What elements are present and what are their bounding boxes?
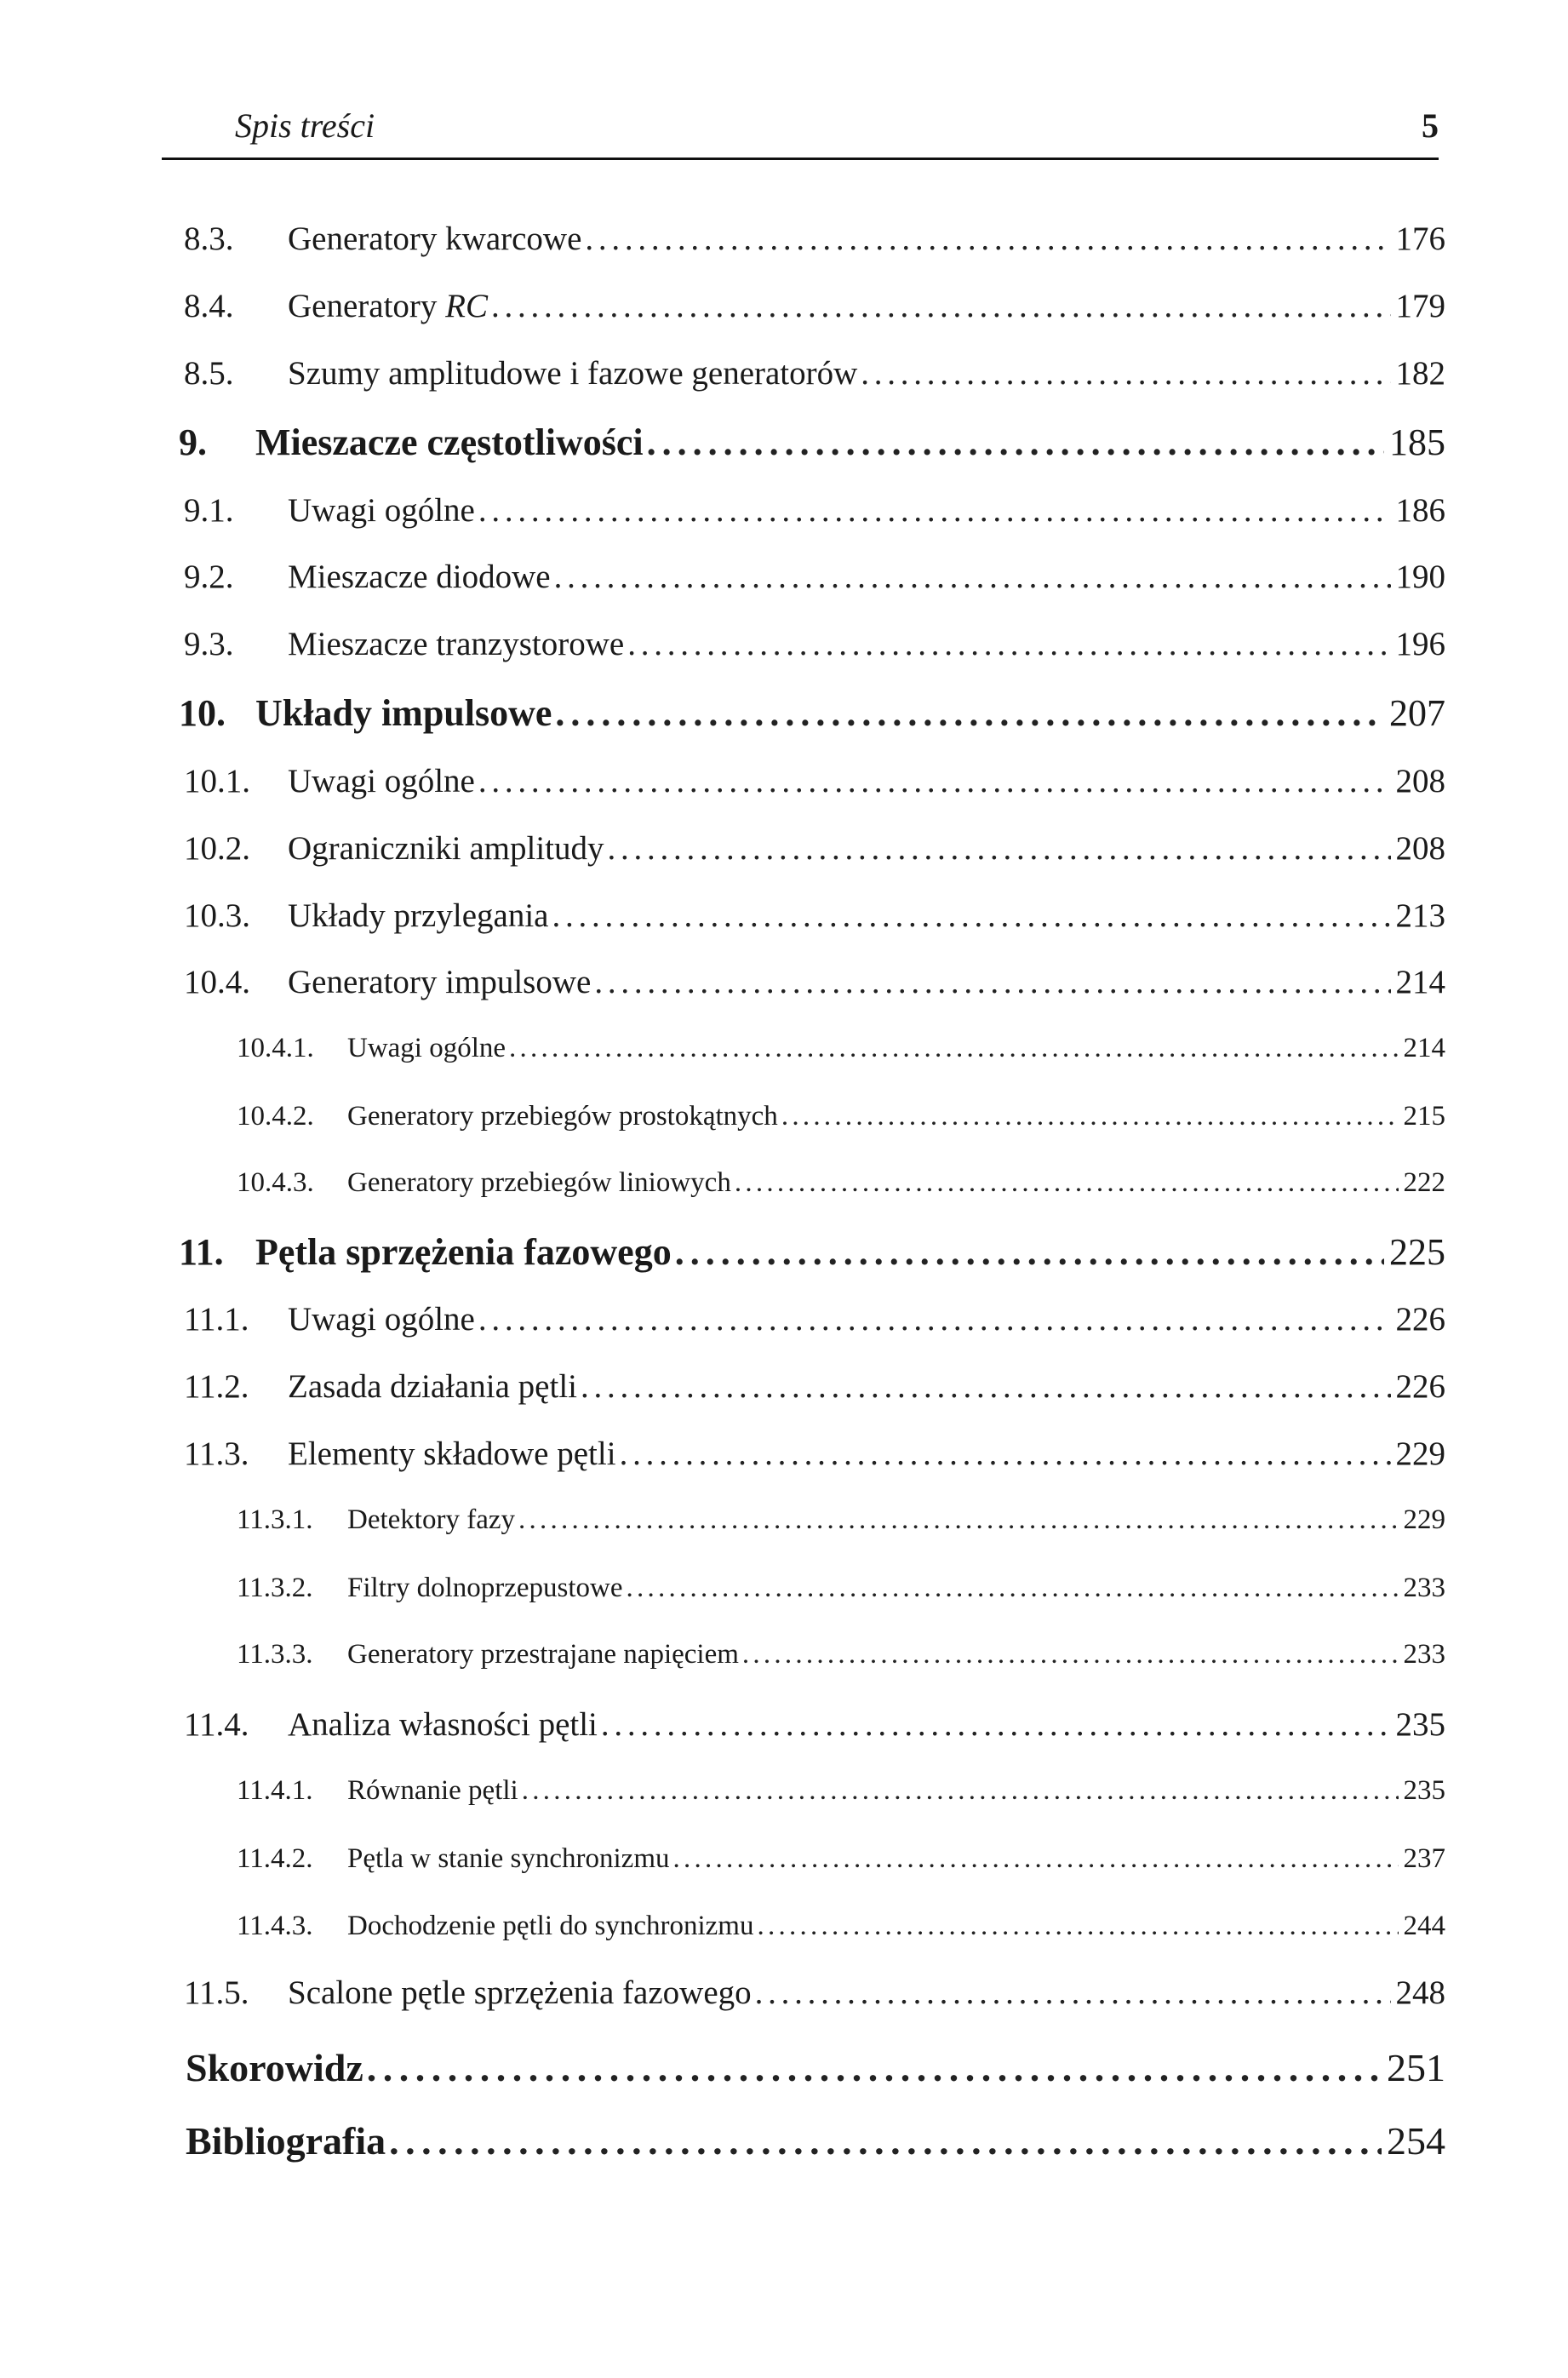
toc-entry-title: Detektory fazy xyxy=(347,1504,515,1535)
toc-entry-number: 10.4. xyxy=(184,964,250,1000)
toc-entry-page-number: 237 xyxy=(1403,1843,1445,1874)
toc-section-entry xyxy=(184,1974,1445,2016)
dot-leader xyxy=(601,1705,1391,1744)
toc-entry-title: Bibliografia xyxy=(186,2119,386,2163)
toc-entry-number: 11. xyxy=(179,1231,224,1273)
toc-entry-number: 11.4.3. xyxy=(237,1911,313,1941)
toc-entry-title: Generatory przestrajane napięciem xyxy=(347,1639,739,1670)
dot-leader xyxy=(757,1911,1398,1942)
toc-entry-page-number: 229 xyxy=(1395,1435,1445,1472)
toc-entry-title: Ograniczniki amplitudy xyxy=(288,830,604,867)
toc-entry-number: 11.3.3. xyxy=(237,1639,313,1670)
toc-entry-page-number: 179 xyxy=(1395,288,1445,324)
toc-entry-number: 11.4.2. xyxy=(237,1843,313,1874)
toc-entry-title: Generatory RC xyxy=(288,288,488,324)
toc-entry-number: 11.3. xyxy=(184,1435,249,1472)
dot-leader xyxy=(742,1639,1399,1670)
toc-entry-number: 11.4.1. xyxy=(237,1775,313,1806)
toc-section-entry xyxy=(184,762,1445,805)
dot-leader xyxy=(478,491,1391,530)
toc-entry-number: 9.3. xyxy=(184,626,234,662)
toc-entry-title: Układy impulsowe xyxy=(255,692,552,734)
dot-leader xyxy=(861,354,1390,393)
toc-entry-title: Mieszacze diodowe xyxy=(288,559,551,595)
dot-leader xyxy=(620,1435,1391,1473)
toc-entry-number: 11.3.1. xyxy=(237,1504,313,1535)
dot-leader xyxy=(518,1504,1399,1536)
toc-entry-title: Mieszacze tranzystorowe xyxy=(288,626,625,662)
toc-entry-page-number: 235 xyxy=(1395,1706,1445,1743)
toc-entry-number: 10.2. xyxy=(184,830,250,867)
toc-entry-title: Mieszacze częstotliwości xyxy=(255,421,644,463)
running-header-title: Spis treści xyxy=(235,106,375,145)
dot-leader xyxy=(673,1843,1399,1875)
toc-entry-page-number: 233 xyxy=(1403,1573,1445,1603)
toc-section-entry xyxy=(184,558,1445,600)
toc-entry-page-number: 186 xyxy=(1395,492,1445,529)
dot-leader xyxy=(627,1573,1399,1604)
toc-entry-number: 9.1. xyxy=(184,492,234,529)
toc-entry-title: Układy przylegania xyxy=(288,897,549,934)
toc-entry-title: Dochodzenie pętli do synchronizmu xyxy=(347,1911,754,1941)
toc-entry-title: Uwagi ogólne xyxy=(288,492,475,529)
toc-entry-number: 10.1. xyxy=(184,763,250,799)
dot-leader xyxy=(675,1230,1384,1274)
toc-entry-title: Zasada działania pętli xyxy=(288,1368,577,1405)
toc-subsection-entry xyxy=(237,1775,1445,1813)
toc-entry-number: 11.4. xyxy=(184,1706,249,1743)
toc-entry-page-number: 222 xyxy=(1403,1167,1445,1198)
running-header-page-number: 5 xyxy=(1422,106,1439,145)
toc-subsection-entry xyxy=(237,1167,1445,1205)
toc-back-matter-entry xyxy=(186,2045,1445,2096)
dot-leader xyxy=(509,1033,1398,1064)
toc-entry-page-number: 214 xyxy=(1403,1033,1445,1063)
dot-leader xyxy=(594,963,1390,1001)
dot-leader xyxy=(552,897,1390,935)
toc-section-entry xyxy=(184,1435,1445,1477)
toc-entry-title: Skorowidz xyxy=(186,2046,363,2089)
toc-entry-title: Pętla sprzężenia fazowego xyxy=(255,1231,672,1273)
toc-entry-title: Filtry dolnoprzepustowe xyxy=(347,1573,623,1603)
dot-leader xyxy=(367,2045,1382,2090)
toc-section-entry xyxy=(184,963,1445,1006)
toc-entry-page-number: 225 xyxy=(1389,1231,1445,1273)
dot-leader xyxy=(735,1167,1399,1199)
toc-section-entry xyxy=(184,220,1445,262)
toc-subsection-entry xyxy=(237,1033,1445,1070)
toc-entry-page-number: 185 xyxy=(1389,421,1445,463)
toc-entry-number: 8.3. xyxy=(184,221,234,257)
toc-entry-title: Pętla w stanie synchronizmu xyxy=(347,1843,670,1874)
toc-entry-page-number: 248 xyxy=(1395,1974,1445,2011)
toc-subsection-entry xyxy=(237,1101,1445,1138)
toc-entry-page-number: 196 xyxy=(1395,626,1445,662)
dot-leader xyxy=(608,829,1391,868)
toc-entry-page-number: 208 xyxy=(1395,830,1445,867)
toc-entry-page-number: 214 xyxy=(1395,964,1445,1000)
toc-section-entry xyxy=(184,897,1445,939)
toc-entry-number: 8.5. xyxy=(184,355,234,392)
toc-entry-page-number: 176 xyxy=(1395,221,1445,257)
toc-entry-number: 11.5. xyxy=(184,1974,249,2011)
toc-section-entry xyxy=(184,1705,1445,1748)
toc-entry-title: Uwagi ogólne xyxy=(347,1033,506,1063)
toc-entry-number: 10.3. xyxy=(184,897,250,934)
toc-entry-page-number: 254 xyxy=(1387,2119,1445,2163)
toc-entry-page-number: 251 xyxy=(1387,2046,1445,2089)
toc-entry-title: Generatory przebiegów prostokątnych xyxy=(347,1101,778,1132)
toc-section-entry xyxy=(184,287,1445,329)
toc-entry-page-number: 229 xyxy=(1403,1504,1445,1535)
toc-entry-page-number: 226 xyxy=(1395,1368,1445,1405)
toc-entry-title: Scalone pętle sprzężenia fazowego xyxy=(288,1974,752,2011)
dot-leader xyxy=(522,1775,1399,1807)
toc-entry-number: 10.4.1. xyxy=(237,1033,314,1063)
toc-entry-title: Generatory przebiegów liniowych xyxy=(347,1167,731,1198)
toc-subsection-entry xyxy=(237,1504,1445,1542)
toc-back-matter-entry xyxy=(186,2118,1445,2169)
dot-leader xyxy=(491,287,1391,325)
toc-entry-number: 10.4.3. xyxy=(237,1167,314,1198)
toc-entry-title: Uwagi ogólne xyxy=(288,1301,475,1338)
dot-leader xyxy=(627,625,1390,663)
toc-entry-page-number: 215 xyxy=(1403,1101,1445,1132)
dot-leader xyxy=(389,2118,1382,2163)
toc-entry-page-number: 226 xyxy=(1395,1301,1445,1338)
dot-leader xyxy=(555,691,1384,735)
toc-section-entry xyxy=(184,491,1445,534)
toc-section-entry xyxy=(184,1367,1445,1410)
toc-entry-number: 10.4.2. xyxy=(237,1101,314,1132)
toc-entry-page-number: 233 xyxy=(1403,1639,1445,1670)
toc-entry-number: 11.3.2. xyxy=(237,1573,313,1603)
toc-entry-number: 9. xyxy=(179,421,207,463)
toc-section-entry xyxy=(184,1300,1445,1343)
toc-subsection-entry xyxy=(237,1573,1445,1610)
dot-leader xyxy=(478,762,1391,800)
dot-leader xyxy=(581,1367,1391,1406)
toc-entry-title: Generatory kwarcowe xyxy=(288,221,582,257)
toc-entry-number: 9.2. xyxy=(184,559,234,595)
toc-subsection-entry xyxy=(237,1843,1445,1881)
dot-leader xyxy=(478,1300,1391,1338)
toc-entry-title: Elementy składowe pętli xyxy=(288,1435,616,1472)
toc-entry-page-number: 208 xyxy=(1395,763,1445,799)
dot-leader xyxy=(647,421,1384,464)
dot-leader xyxy=(554,558,1391,596)
toc-chapter-entry xyxy=(179,1230,1445,1278)
toc-subsection-entry xyxy=(237,1911,1445,1948)
toc-entry-number: 11.1. xyxy=(184,1301,249,1338)
toc-entry-title: Analiza własności pętli xyxy=(288,1706,598,1743)
toc-entry-page-number: 190 xyxy=(1395,559,1445,595)
toc-entry-page-number: 213 xyxy=(1395,897,1445,934)
toc-entry-number: 8.4. xyxy=(184,288,234,324)
toc-entry-number: 11.2. xyxy=(184,1368,249,1405)
toc-entry-page-number: 235 xyxy=(1403,1775,1445,1806)
dot-leader xyxy=(781,1101,1399,1132)
toc-entry-title: Uwagi ogólne xyxy=(288,763,475,799)
toc-section-entry xyxy=(184,625,1445,668)
toc-section-entry xyxy=(184,829,1445,872)
toc-entry-page-number: 244 xyxy=(1403,1911,1445,1941)
toc-entry-title: Szumy amplitudowe i fazowe generatorów xyxy=(288,355,858,392)
toc-subsection-entry xyxy=(237,1639,1445,1676)
toc-chapter-entry xyxy=(179,421,1445,468)
toc-entry-page-number: 182 xyxy=(1395,355,1445,392)
dot-leader xyxy=(755,1974,1391,2012)
toc-chapter-entry xyxy=(179,691,1445,739)
toc-entry-title: Równanie pętli xyxy=(347,1775,518,1806)
toc-entry-page-number: 207 xyxy=(1389,692,1445,734)
toc-entry-number: 10. xyxy=(179,692,226,734)
toc-section-entry xyxy=(184,354,1445,397)
dot-leader xyxy=(585,220,1390,258)
toc-entry-title: Generatory impulsowe xyxy=(288,964,592,1000)
